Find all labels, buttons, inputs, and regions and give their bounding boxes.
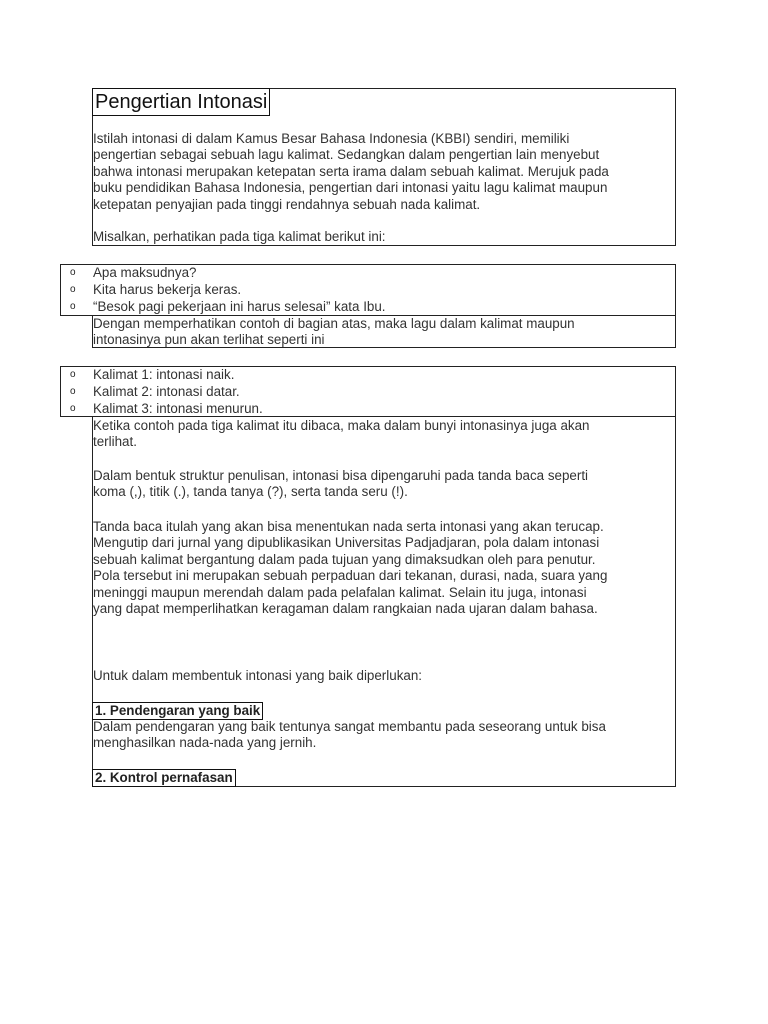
intro-line: pengertian sebagai sebuah lagu kalimat. Sedangkan dalam pengertian lain menyebut <box>93 147 600 163</box>
heading-pendengaran: 1. Pendengaran yang baik <box>92 702 263 720</box>
paragraph-line: Pola tersebut ini merupakan sebuah perpaduan dari tekanan, durasi, nada, suara yang <box>93 568 608 584</box>
paragraph-line: Dalam bentuk struktur penulisan, intonasi bisa dipengaruhi pada tanda baca seperti <box>93 468 589 483</box>
paragraph-line: Dalam pendengaran yang baik tentunya sangat membantu pada seseorang untuk bisa <box>93 719 606 734</box>
bullet-icon: o <box>70 369 76 380</box>
paragraph-line: koma (,), titik (.), tanda tanya (?), serta tanda seru (!). <box>93 484 408 500</box>
bullet-icon: o <box>70 267 76 278</box>
list-item-text: Apa maksudnya? <box>93 265 197 280</box>
bullet-icon: o <box>70 386 76 397</box>
intro-line: Istilah intonasi di dalam Kamus Besar Bahasa Indonesia (KBBI) sendiri, memiliki <box>93 131 570 146</box>
paragraph-line: Ketika contoh pada tiga kalimat itu dibaca, maka dalam bunyi intonasinya juga akan <box>93 418 590 433</box>
page-title: Pengertian Intonasi <box>92 88 270 116</box>
paragraph-line: menghasilkan nada-nada yang jernih. <box>93 735 317 751</box>
structure-paragraph <box>93 468 673 501</box>
example-lead: Misalkan, perhatikan pada tiga kalimat berikut ini: <box>93 229 386 244</box>
paragraph-line: meninggi maupun merendah dalam pada pelafalan kalimat. Selain itu juga, intonasi <box>93 584 587 600</box>
list-item-text: Kalimat 1: intonasi naik. <box>93 367 235 382</box>
paragraph-line: Dengan memperhatikan contoh di bagian atas, maka lagu dalam kalimat maupun <box>93 316 575 331</box>
bullet-icon: o <box>70 284 76 295</box>
paragraph-line: Mengutip dari jurnal yang dipublikasikan Universitas Padjadjaran, pola dalam intonasi <box>93 535 600 551</box>
list-item-text: “Besok pagi pekerjaan ini harus selesai” kata Ibu. <box>93 299 386 314</box>
intro-line: bahwa intonasi merupakan ketepatan serta irama dalam sebuah kalimat. Merujuk pada <box>93 163 609 179</box>
bullet-icon: o <box>70 301 76 312</box>
list-item-text: Kalimat 2: intonasi datar. <box>93 384 240 399</box>
punctuation-paragraph <box>93 519 673 617</box>
requirements-lead: Untuk dalam membentuk intonasi yang baik diperlukan: <box>93 668 422 683</box>
paragraph-line: terlihat. <box>93 434 137 450</box>
paragraph-line: intonasinya pun akan terlihat seperti ini <box>93 332 325 348</box>
paragraph-line: sebuah kalimat bergantung dalam pada tujuan yang dimaksudkan oleh para penutur. <box>93 551 596 567</box>
list-item-text: Kita harus bekerja keras. <box>93 282 242 297</box>
heading-pernafasan: 2. Kontrol pernafasan <box>92 769 236 787</box>
reading-paragraph <box>93 418 673 451</box>
after-examples-paragraph <box>93 316 673 349</box>
intro-line: buku pendidikan Bahasa Indonesia, pengertian dari intonasi yaitu lagu kalimat maupun <box>93 180 608 196</box>
paragraph-line: Tanda baca itulah yang akan bisa menentukan nada serta intonasi yang akan terucap. <box>93 519 604 534</box>
intro-line: ketepatan penyajian pada tinggi rendahnya sebuah nada kalimat. <box>93 196 481 212</box>
list-item-text: Kalimat 3: intonasi menurun. <box>93 401 263 416</box>
pendengaran-paragraph <box>93 719 673 752</box>
paragraph-line: yang dapat memperlihatkan keragaman dalam rangkaian nada ujaran dalam bahasa. <box>93 601 598 617</box>
bullet-icon: o <box>70 403 76 414</box>
intro-paragraph <box>93 131 673 213</box>
